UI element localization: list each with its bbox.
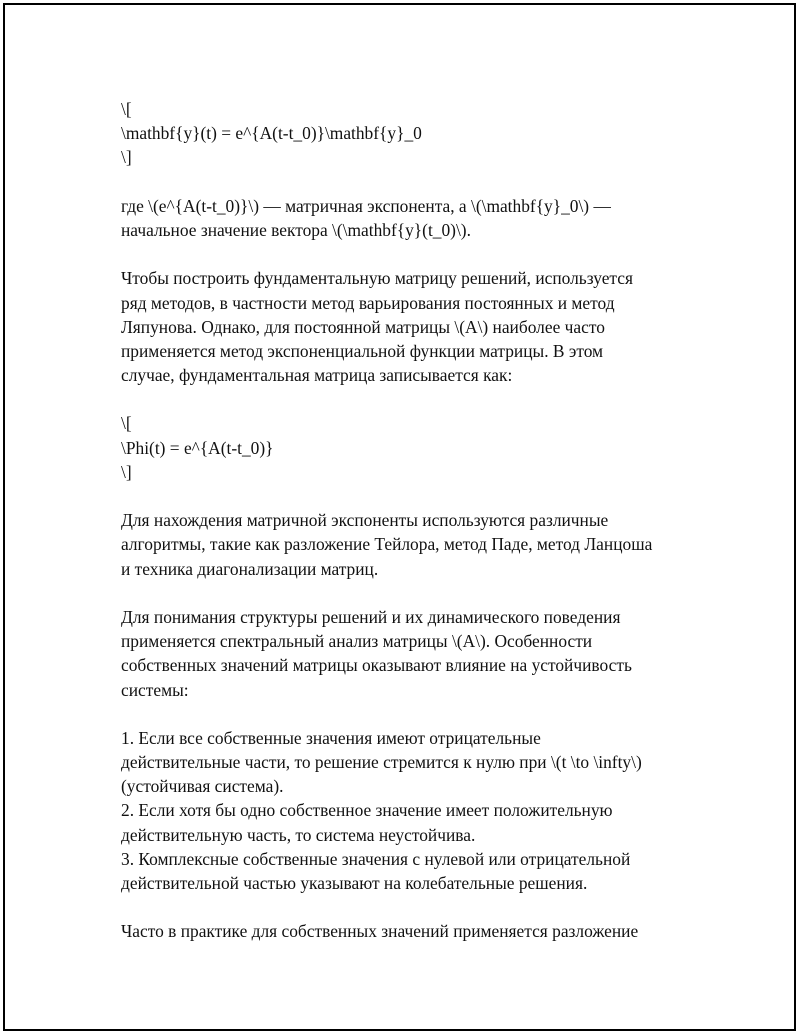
- paragraph: [121, 919, 721, 943]
- text-line: Для понимания структуры решений и их динамического поведения: [121, 606, 621, 627]
- text-line: начальное значение вектора \(\mathbf{y}(t_0)\).: [121, 219, 471, 240]
- paragraph-gap: [121, 581, 721, 605]
- paragraph-gap: [121, 895, 721, 919]
- text-line: собственных значений матрицы оказывают влияние на устойчивость: [121, 655, 632, 676]
- paragraph: [121, 605, 721, 702]
- text-line: где \(e^{A(t-t_0)}\) — матричная экспонента, а \(\mathbf{y}_0\) —: [121, 195, 611, 216]
- list-item-line: действительную часть, то система неустойчива.: [121, 824, 476, 845]
- text-line: \Phi(t) = e^{A(t-t_0)}: [121, 437, 274, 458]
- formula-block: [121, 411, 721, 484]
- paragraph-gap: [121, 702, 721, 726]
- text-line: \]: [121, 147, 132, 168]
- paragraph-gap: [121, 170, 721, 194]
- formula-block: [121, 97, 721, 170]
- text-line: алгоритмы, такие как разложение Тейлора, метод Паде, метод Ланцоша: [121, 534, 653, 555]
- text-line: Часто в практике для собственных значений применяется разложение: [121, 921, 639, 942]
- text-line: случае, фундаментальная матрица записывается как:: [121, 365, 513, 386]
- text-line: применяется метод экспоненциальной функции матрицы. В этом: [121, 340, 604, 361]
- numbered-list: [121, 726, 721, 895]
- list-item-line: 3. Комплексные собственные значения с нулевой или отрицательной: [121, 848, 631, 869]
- paragraph: [121, 266, 721, 387]
- list-item-line: 2. Если хотя бы одно собственное значение имеет положительную: [121, 800, 613, 821]
- paragraph-gap: [121, 242, 721, 266]
- document-body: [121, 97, 721, 944]
- text-line: \mathbf{y}(t) = e^{A(t-t_0)}\mathbf{y}_0: [121, 123, 422, 144]
- list-item-line: действительные части, то решение стремится к нулю при \(t \to \infty\): [121, 752, 642, 773]
- paragraph-gap: [121, 484, 721, 508]
- paragraph: [121, 194, 721, 242]
- text-line: применяется спектральный анализ матрицы \(A\). Особенности: [121, 631, 593, 652]
- page-frame: [3, 3, 796, 1031]
- text-line: Чтобы построить фундаментальную матрицу решений, используется: [121, 268, 633, 289]
- text-line: \[: [121, 413, 132, 434]
- text-line: \[: [121, 99, 132, 119]
- list-item-line: (устойчивая система).: [121, 776, 284, 797]
- text-line: Для нахождения матричной экспоненты используются различные: [121, 510, 609, 531]
- paragraph: [121, 508, 721, 581]
- text-line: и техника диагонализации матриц.: [121, 558, 379, 579]
- paragraph-gap: [121, 387, 721, 411]
- list-item-line: действительной частью указывают на колебательные решения.: [121, 873, 588, 893]
- text-line: Ляпунова. Однако, для постоянной матрицы \(A\) наиболее часто: [121, 316, 605, 337]
- text-line: ряд методов, в частности метод варьирования постоянных и метод: [121, 292, 615, 313]
- list-item-line: 1. Если все собственные значения имеют отрицательные: [121, 727, 541, 748]
- text-line: \]: [121, 461, 132, 482]
- text-line: системы:: [121, 679, 189, 700]
